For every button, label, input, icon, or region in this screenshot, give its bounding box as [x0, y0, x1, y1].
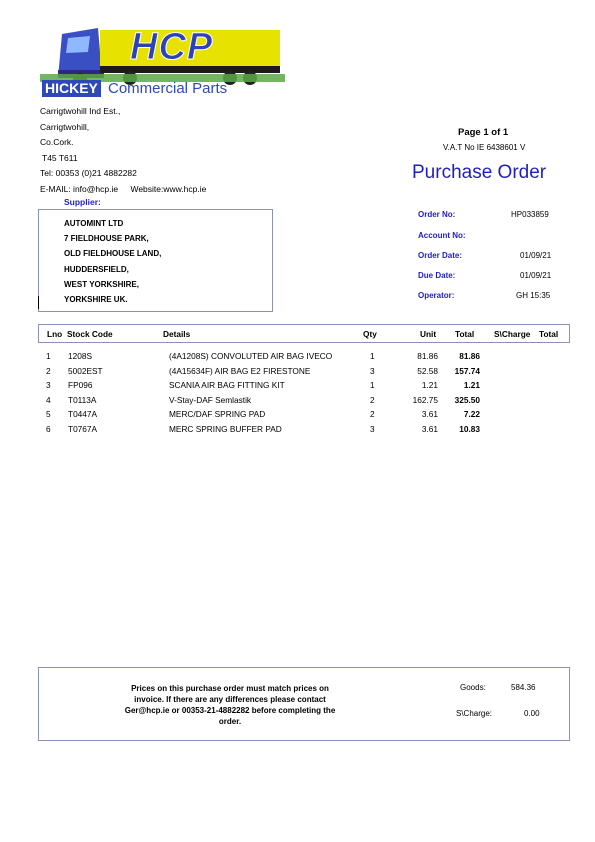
- address-block: [40, 104, 206, 197]
- cell-stock-code: T0113A: [68, 395, 97, 405]
- address-email: E-MAIL: info@hcp.ie: [40, 183, 119, 194]
- cell-lno: 3: [46, 380, 51, 390]
- supplier-line: WEST YORKSHIRE,: [64, 279, 139, 289]
- cell-total: 10.83: [459, 424, 480, 434]
- price-notice: [80, 683, 380, 727]
- header-qty: Qty: [363, 329, 377, 339]
- due-date-value: 01/09/21: [520, 271, 552, 280]
- cell-lno: 2: [46, 366, 51, 376]
- notice-line: order.: [218, 717, 242, 726]
- cell-qty: 1: [370, 380, 375, 390]
- cell-unit: 3.61: [421, 409, 438, 419]
- cell-details: (4A15634F) AIR BAG E2 FIRESTONE: [169, 366, 311, 376]
- supplier-line: OLD FIELDHOUSE LAND,: [64, 249, 162, 259]
- vat-number: V.A.T No IE 6438601 V: [443, 143, 526, 152]
- cell-lno: 4: [46, 395, 51, 405]
- due-date-label: Due Date:: [418, 271, 456, 280]
- page-number: Page 1 of 1: [458, 127, 509, 138]
- cell-stock-code: 1208S: [68, 351, 92, 361]
- cell-total: 7.22: [463, 409, 480, 419]
- cell-lno: 6: [46, 424, 51, 434]
- table-row: [0, 351, 595, 365]
- cell-qty: 2: [370, 409, 375, 419]
- supplier-line: AUTOMINT LTD: [64, 219, 124, 228]
- notice-line: invoice. If there are any differences please contact: [134, 695, 326, 704]
- supplier-label: Supplier:: [64, 197, 101, 207]
- cell-unit: 81.86: [417, 351, 438, 361]
- cell-qty: 1: [370, 351, 375, 361]
- cell-details: (4A1208S) CONVOLUTED AIR BAG IVECO: [169, 351, 333, 361]
- supplier-line: YORKSHIRE UK.: [64, 295, 128, 305]
- address-line: Co.Cork.: [40, 137, 74, 147]
- header-total: Total: [455, 329, 475, 339]
- address-contact-line: [40, 182, 206, 198]
- cell-unit: 162.75: [412, 395, 438, 405]
- cell-unit: 52.58: [417, 366, 438, 376]
- order-no-label: Order No:: [418, 210, 456, 219]
- order-no-value: HP033859: [511, 210, 549, 219]
- table-row: [0, 409, 595, 423]
- operator-value: GH 15:35: [516, 291, 551, 300]
- address-postcode: T45 T611: [42, 152, 78, 163]
- cell-stock-code: T0767A: [68, 424, 98, 434]
- document-title: Purchase Order: [412, 162, 547, 183]
- order-date-label: Order Date:: [418, 251, 463, 260]
- cell-details: SCANIA AIR BAG FITTING KIT: [169, 380, 285, 390]
- supplier-line: 7 FIELDHOUSE PARK,: [64, 234, 149, 244]
- table-row: [0, 395, 595, 409]
- company-logo: [40, 24, 290, 100]
- cell-stock-code: 5002EST: [68, 366, 103, 376]
- logo-company-hickey: HICKEY: [42, 80, 101, 97]
- header-details: Details: [163, 329, 191, 339]
- cell-details: MERC/DAF SPRING PAD: [169, 409, 266, 419]
- cell-total: 1.21: [463, 380, 480, 390]
- supplier-box-marker: [38, 296, 39, 309]
- goods-value: 584.36: [511, 683, 536, 692]
- account-no-label: Account No:: [418, 231, 466, 240]
- header-lno: Lno: [47, 329, 63, 339]
- table-row: [0, 424, 595, 438]
- cell-lno: 1: [46, 351, 51, 361]
- surcharge-label: S\Charge:: [456, 709, 493, 718]
- cell-qty: 3: [370, 424, 375, 434]
- table-row: [0, 366, 595, 380]
- cell-details: MERC SPRING BUFFER PAD: [169, 424, 282, 434]
- goods-label: Goods:: [460, 683, 486, 692]
- cell-details: V-Stay-DAF Semlastik: [169, 395, 252, 405]
- cell-total: 157.74: [454, 366, 480, 376]
- operator-label: Operator:: [418, 291, 455, 300]
- address-line: Carrigtwohill Ind Est.,: [40, 106, 121, 116]
- cell-stock-code: FP096: [68, 380, 93, 390]
- header-total-2: Total: [539, 329, 559, 339]
- header-surcharge: S\Charge: [494, 329, 531, 339]
- notice-line: Ger@hcp.ie or 00353-21-4882282 before completing the: [124, 706, 336, 715]
- header-unit: Unit: [420, 329, 437, 339]
- order-date-value: 01/09/21: [520, 251, 552, 260]
- surcharge-value: 0.00: [524, 709, 540, 718]
- cell-total: 81.86: [459, 351, 480, 361]
- address-website: Website:www.hcp.ie: [130, 183, 207, 194]
- notice-line: Prices on this purchase order must match prices on: [131, 684, 329, 693]
- logo-brand: HCP: [130, 26, 214, 68]
- cell-qty: 2: [370, 395, 375, 405]
- supplier-line: HUDDERSFIELD,: [64, 264, 129, 274]
- supplier-address: [64, 216, 161, 307]
- address-tel: Tel: 00353 (0)21 4882282: [40, 168, 137, 178]
- cell-unit: 1.21: [421, 380, 438, 390]
- logo-company-parts: Commercial Parts: [108, 80, 228, 97]
- table-row: [0, 380, 595, 394]
- cell-stock-code: T0447A: [68, 409, 98, 419]
- cell-qty: 3: [370, 366, 375, 376]
- cell-lno: 5: [46, 409, 51, 419]
- header-stock-code: Stock Code: [67, 329, 113, 339]
- cell-total: 325.50: [454, 395, 480, 405]
- cell-unit: 3.61: [421, 424, 438, 434]
- address-line: Carrigtwohill,: [40, 121, 90, 132]
- table-header-box: [38, 324, 570, 343]
